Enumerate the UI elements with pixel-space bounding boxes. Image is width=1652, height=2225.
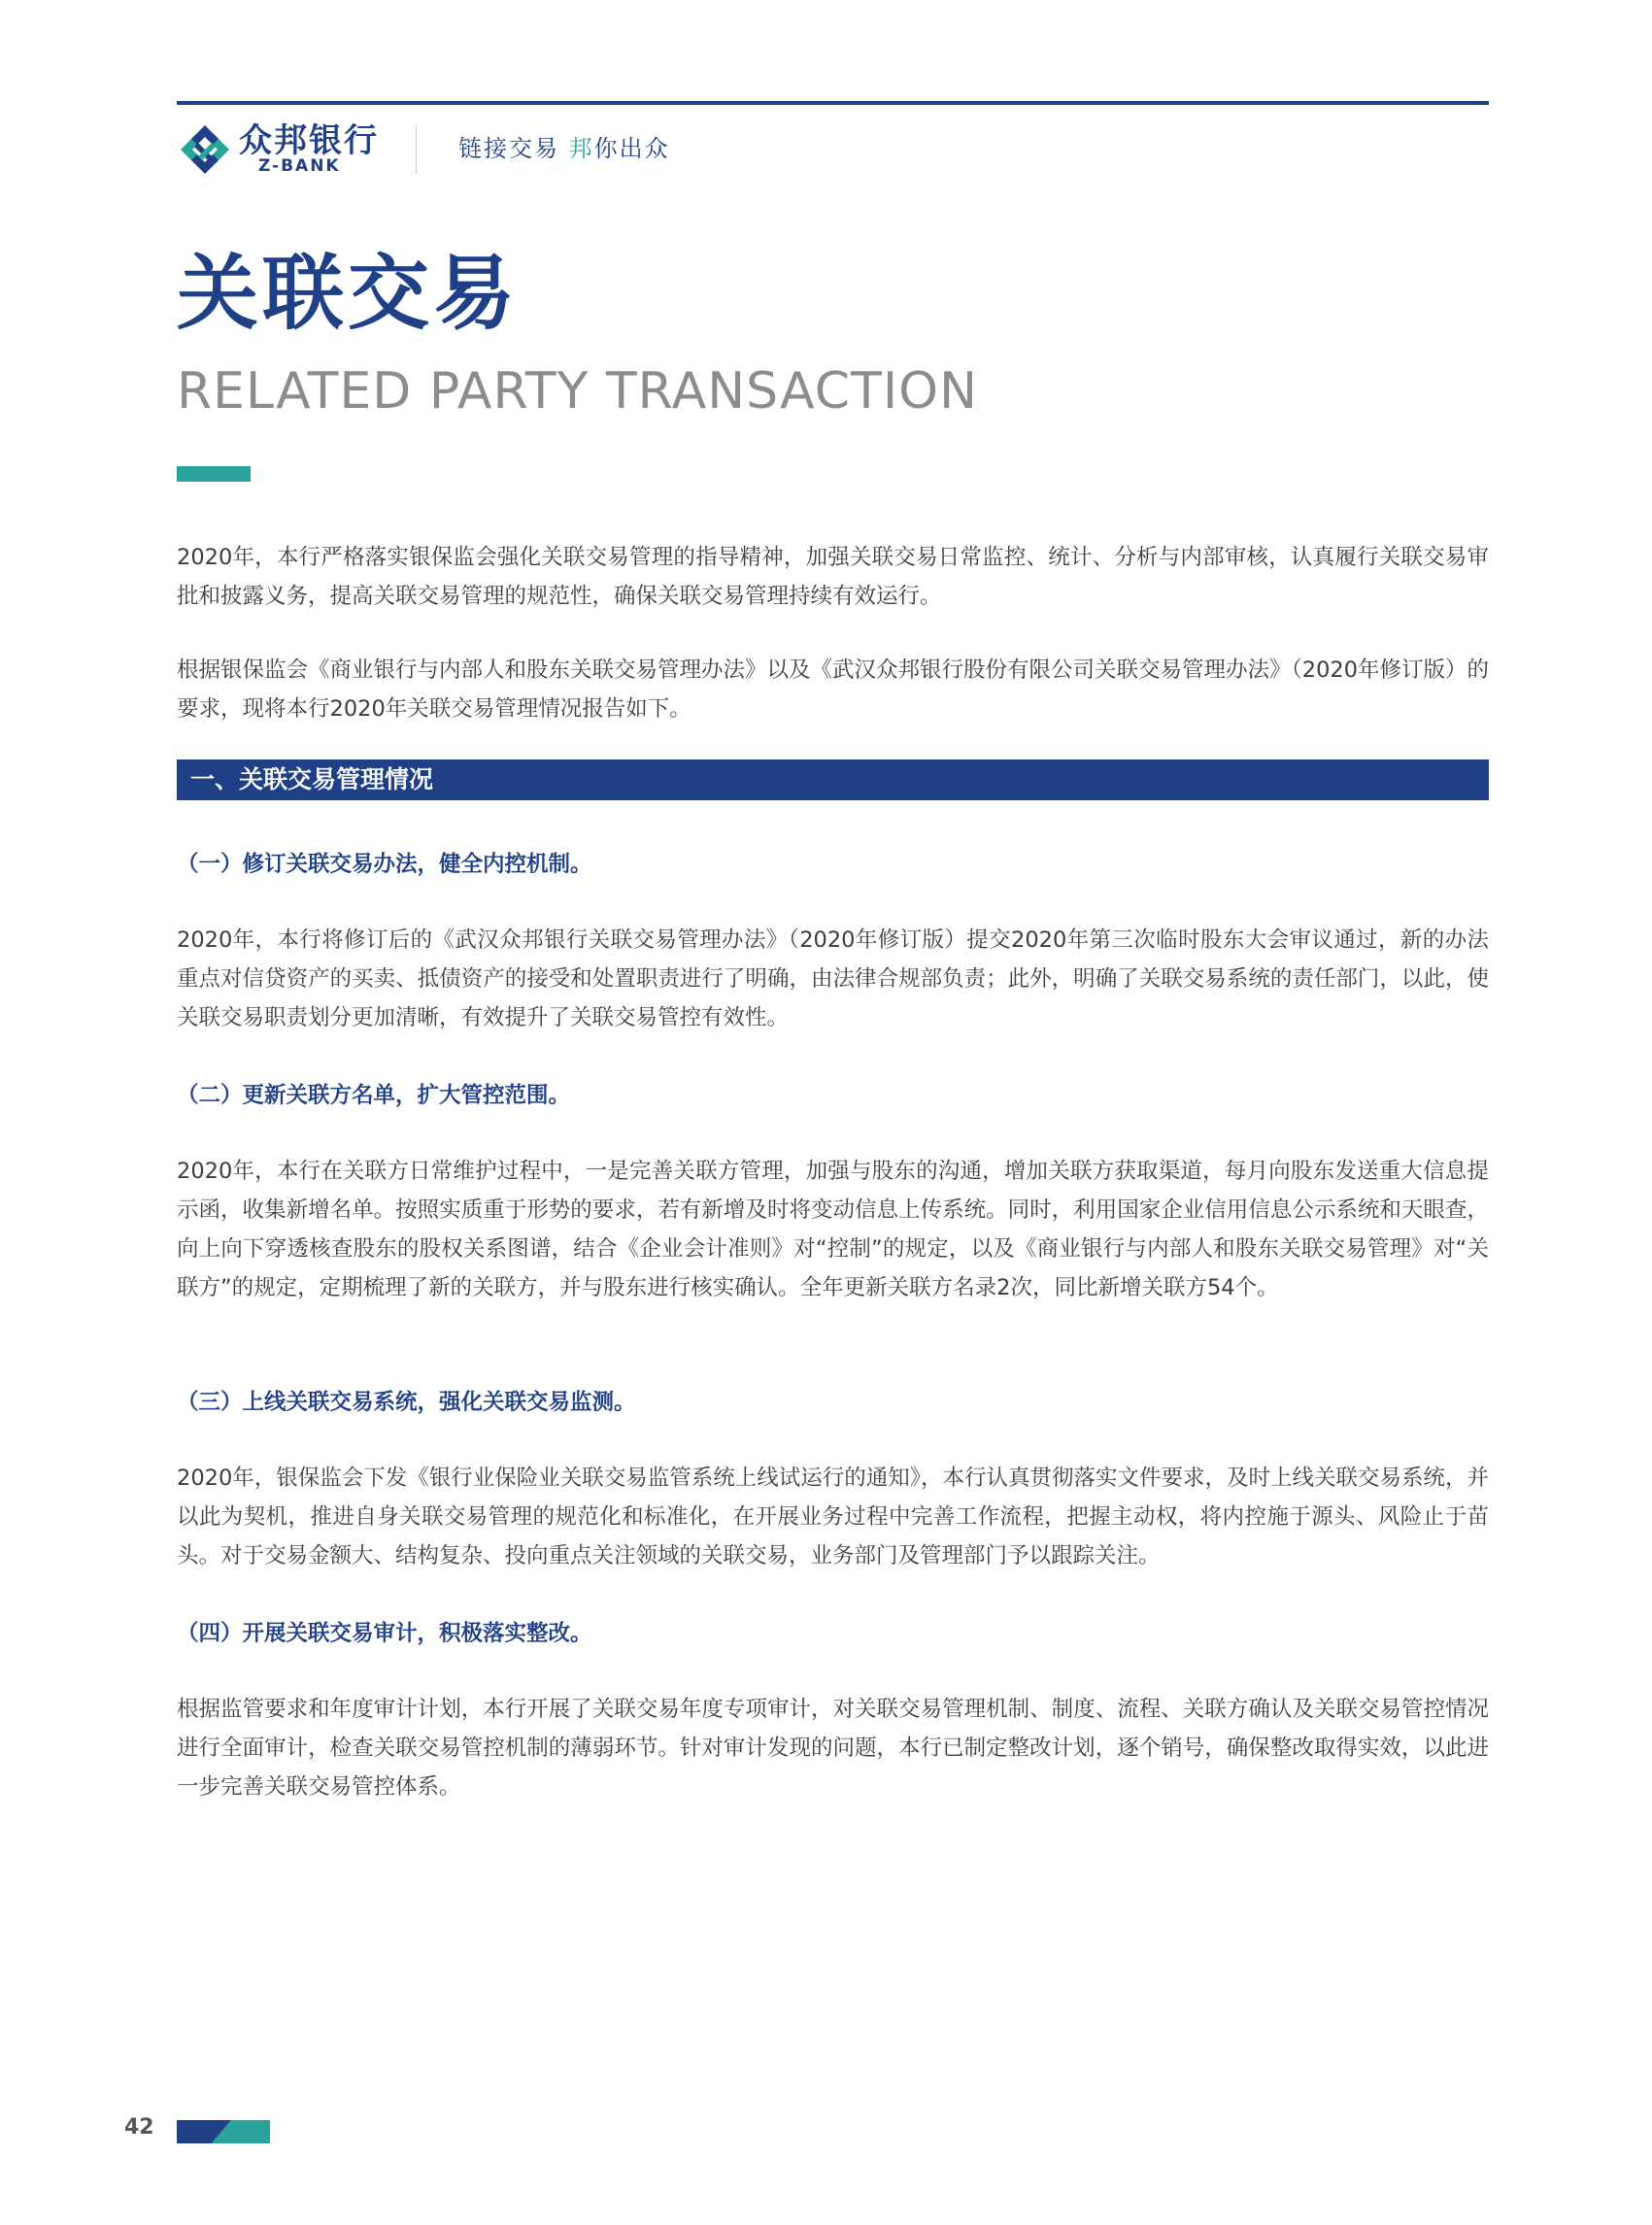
subsection-text-4: 根据监管要求和年度审计计划，本行开展了关联交易年度专项审计，对关联交易管理机制、制度、流程、关联方确认及关联交易管控情况进行全面审计，检查关联交易管控机制的薄弱环节。针对审计发现的问题，本行已制定整改计划，逐个销号，确保整改取得实效，以此进一步完善关联交易管控体系。: [177, 1697, 1489, 1800]
footer-accent-bar: [177, 2120, 270, 2143]
slogan-highlight: 邦: [568, 135, 594, 162]
intro-paragraph-2: 根据银保监会《商业银行与内部人和股东关联交易管理办法》以及《武汉众邦银行股份有限公司关联交易管理办法》（2020年修订版）的要求，现将本行2020年关联交易管理情况报告如下。: [177, 657, 1490, 722]
slogan-part-3: 你出众: [593, 135, 670, 162]
slogan-part-1: 链接交易: [458, 135, 569, 162]
subsection-text-1: 2020年，本行将修订后的《武汉众邦银行关联交易管理办法》（2020年修订版）提交2020年第三次临时股东大会审议通过，新的办法重点对信贷资产的买卖、抵债资产的接受和处置职责进行了明确，由法律合规部负责；此外，明确了关联交易系统的责任部门，以此，使关联交易职责划分更加清晰，有效提升了关联交易管控有效性。: [177, 927, 1489, 1030]
page-title-en: RELATED PARTY TRANSACTION: [177, 362, 979, 421]
section-header-bar: [177, 759, 1489, 800]
title-accent-bar: [177, 466, 251, 482]
subsection-heading-2: （二）更新关联方名单，扩大管控范围。: [177, 1083, 571, 1108]
brand-name-en: Z-BANK: [258, 156, 341, 176]
brand-name-cn: 众邦银行: [239, 121, 379, 160]
brand-slogan: [458, 133, 670, 164]
page-title-cn: 关联交易: [177, 246, 520, 341]
intro-paragraph-1: 2020年，本行严格落实银保监会强化关联交易管理的指导精神，加强关联交易日常监控、统计、分析与内部审核，认真履行关联交易审批和披露义务，提高关联交易管理的规范性，确保关联交易管理持续有效运行。: [177, 545, 1489, 609]
page-number: 42: [124, 2115, 154, 2140]
section-title: 一、关联交易管理情况: [190, 765, 434, 793]
subsection-text-3: 2020年，银保监会下发《银行业保险业关联交易监管系统上线试运行的通知》，本行认真贯彻落实文件要求，及时上线关联交易系统，并以此为契机，推进自身关联交易管理的规范化和标准化，在开展业务过程中完善工作流程，把握主动权，将内控施于源头、风险止于苗头。对于交易金额大、结构复杂、投向重点关注领域的关联交易，业务部门及管理部门予以跟踪关注。: [177, 1466, 1490, 1568]
subsection-text-2: 2020年，本行在关联方日常维护过程中，一是完善关联方管理，加强与股东的沟通，增加关联方获取渠道，每月向股东发送重大信息提示函，收集新增名单。按照实质重于形势的要求，若有新增及时将变动信息上传系统。同时，利用国家企业信用信息公示系统和天眼查，向上向下穿透核查股东的股权关系图谱，结合《企业会计准则》对“控制”的规定，以及《商业银行与内部人和股东关联交易管理》对“关联方”的规定，定期梳理了新的关联方，并与股东进行核实确认。全年更新关联方名录2次，同比新增关联方54个。: [177, 1159, 1489, 1300]
logo-divider: [416, 125, 417, 174]
bank-logo: [177, 121, 670, 180]
subsection-heading-4: （四）开展关联交易审计，积极落实整改。: [177, 1621, 592, 1646]
subsection-heading-3: （三）上线关联交易系统，强化关联交易监测。: [177, 1390, 636, 1415]
header-rule: [177, 101, 1489, 105]
z-bank-emblem-icon: [177, 123, 233, 176]
subsection-heading-1: （一）修订关联交易办法，健全内控机制。: [177, 852, 592, 877]
